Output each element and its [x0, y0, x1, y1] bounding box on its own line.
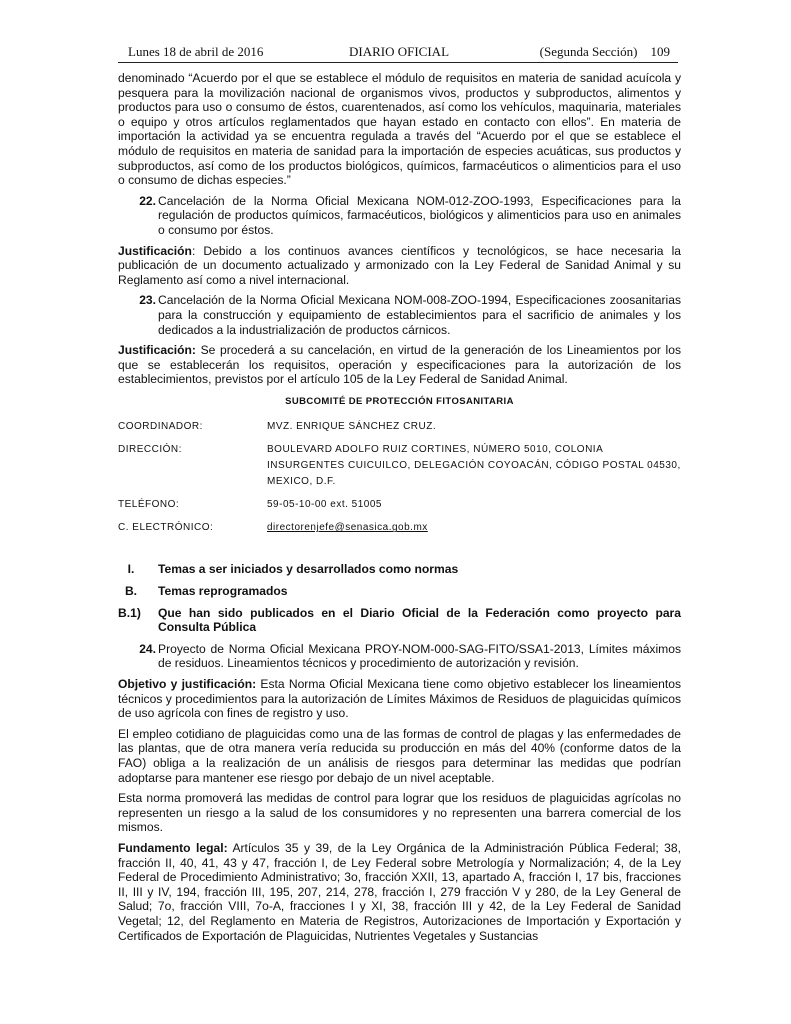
item-24-objective: [118, 677, 681, 721]
item-number: 24.: [139, 641, 156, 656]
item-24-legal-basis: [118, 841, 681, 943]
header-date: Lunes 18 de abril de 2016: [128, 44, 264, 59]
header-section-page: [540, 44, 670, 60]
legal-text: Artículos 35 y 39, de la Ley Orgánica de la Administración Pública Federal; 38, fracción II, 40, 41, 43 y 47, fracción I, de Ley Federal sobre Metrología y Normalización; 4, de la Ley Federal de Procedimiento Administrativo; 3o, fracción XXII, 13, apartado A, fracción I, 17 bis, fracciones II, III y IV, 194, fracción III, 195, 207, 214, 278, fracción I, 279 fracción V y 280, de la Ley General de Salud; 7o, fracción VIII, 7o-A, fracciones I y XI, 38, fracción III y 42, de la Ley Federal de Sanidad Vegetal; 12, del Reglamento en Materia de Registros, Autorizaciones de Importación y Exportación y Certificados de Exportación de Plaguicidas, Nutrientes Vegetales y Sustancias: [118, 840, 681, 943]
email-label: C. ELECTRÓNICO:: [118, 522, 214, 534]
item-text: Proyecto de Norma Oficial Mexicana PROY-NOM-000-SAG-FITO/SSA1-2013, Límites máximos de residuos. Lineamientos técnicos y procedimiento de autorización y revisión.: [158, 641, 681, 671]
item-24-paragraph-3: Esta norma promoverá las medidas de control para lograr que los residuos de plaguicidas agrícolas no representen un riesgo a la salud de los consumidores y no representen una barrera comercial de los mismos.: [118, 791, 681, 835]
address-label: DIRECCIÓN:: [118, 444, 182, 456]
item-22: [118, 194, 681, 238]
item-text: Cancelación de la Norma Oficial Mexicana NOM-012-ZOO-1993, Especificaciones para la regulación de productos químicos, farmacéuticos, biológicos y alimenticios para uso en animales o consumo por éstos.: [158, 193, 681, 237]
header-page-number: 109: [650, 44, 670, 59]
intro-paragraph: denominado “Acuerdo por el que se establece el módulo de requisitos en materia de sanidad acuícola y pesquera para la movilización nacional de organismos vivos, productos y subproductos, alimentos y productos para uso o consumo de éstos, cuarentenados, así como los vehículos, maquinaria, materiales o equipo y otros artículos reglamentados que hayan estado en contacto con ellos”. En materia de importación la actividad ya se encuentra regulada a través del “Acuerdo por el que se establece el módulo de requisitos en materia de sanidad para la importación de especies acuáticas, sus productos y subproductos, así como de los productos biológicos, químicos, farmacéuticos o alimenticios para el uso o consumo de dichas especies.”: [118, 71, 681, 188]
phone-row: [118, 497, 681, 513]
justification-text: : Debido a los continuos avances científicos y tecnológicos, se hace necesaria la publicación de un documento actualizado y armonizado con la Ley Federal de Sanidad Animal y su Reglamento así como a nivel internacional.: [118, 243, 681, 287]
coordinator-row: [118, 419, 681, 435]
item-23-justification: [118, 343, 681, 387]
email-value-wrap: [267, 520, 681, 536]
item-text: Cancelación de la Norma Oficial Mexicana NOM-008-ZOO-1994, Especificaciones zoosanitarias para la construcción y equipamiento de establecimientos para el sacrificio de animales y los dedicados a la industrialización de productos cárnicos.: [158, 293, 681, 337]
subcommittee-title: SUBCOMITÉ DE PROTECCIÓN FITOSANITARIA: [285, 395, 514, 407]
section-text: Temas reprogramados: [158, 584, 288, 599]
address-row: [118, 442, 681, 490]
item-23: [118, 293, 681, 337]
section-marker: I.: [127, 562, 135, 577]
header-publication: DIARIO OFICIAL: [348, 44, 450, 59]
section-item: [118, 606, 681, 635]
section-item: [118, 584, 681, 599]
header-rule: [118, 62, 678, 63]
section-list: [118, 562, 681, 634]
email-link[interactable]: directorenjefe@senasica.gob.mx: [267, 522, 428, 534]
justification-text: Se procederá a su cancelación, en virtud de la generación de los Lineamientos por los que se establecerán los requisitos, operación y especificaciones para la autorización de los establecimientos, previstos por el artículo 105 de la Ley Federal de Sanidad Animal.: [118, 343, 681, 387]
item-number: 22.: [139, 193, 156, 208]
coordinator-label: COORDINADOR:: [118, 421, 203, 433]
item-22-justification: [118, 244, 681, 288]
justification-label: Justificación: [118, 243, 192, 258]
item-24-paragraph-2: El empleo cotidiano de plaguicidas como una de las formas de control de plagas y las enfermedades de las plantas, que de otra manera vería reducida su producción en más del 40% (conforme datos de la FAO) obliga a la realización de un análisis de riesgos para determinar las medidas que podrían adoptarse para mantener ese riesgo por debajo de un nivel aceptable.: [118, 726, 681, 785]
legal-label: Fundamento legal:: [118, 840, 228, 855]
justification-label: Justificación:: [118, 343, 196, 358]
email-row: [118, 520, 681, 536]
address-value: BOULEVARD ADOLFO RUIZ CORTINES, NÚMERO 5010, COLONIA INSURGENTES CUICUILCO, DELEGACIÓN COYOACÁN, CÓDIGO POSTAL 04530, MEXICO, D.F.: [267, 444, 681, 488]
section-marker: B.: [124, 584, 138, 599]
section-text: Temas a ser iniciados y desarrollados como normas: [158, 562, 459, 577]
document-body: [118, 71, 681, 949]
header-section: (Segunda Sección): [539, 44, 638, 59]
section-text: Que han sido publicados en el Diario Oficial de la Federación como proyecto para Consulta Pública: [158, 605, 681, 635]
section-marker: B.1): [118, 605, 141, 620]
phone-value: 59-05-10-00 ext. 51005: [267, 499, 382, 511]
page-header: [128, 44, 670, 62]
section-item: [118, 562, 681, 577]
coordinator-value: MVZ. ENRIQUE SÁNCHEZ CRUZ.: [267, 421, 437, 433]
item-number: 23.: [139, 293, 156, 308]
phone-label: TELÉFONO:: [118, 499, 180, 511]
objective-label: Objetivo y justificación:: [118, 677, 257, 692]
item-24: [118, 642, 681, 671]
objective-text: Esta Norma Oficial Mexicana tiene como objetivo establecer los lineamientos técnicos y procedimientos para la autorización de Límites Máximos de Residuos de plaguicidas químicos de uso agrícola con fines de registro y uso.: [118, 677, 681, 721]
